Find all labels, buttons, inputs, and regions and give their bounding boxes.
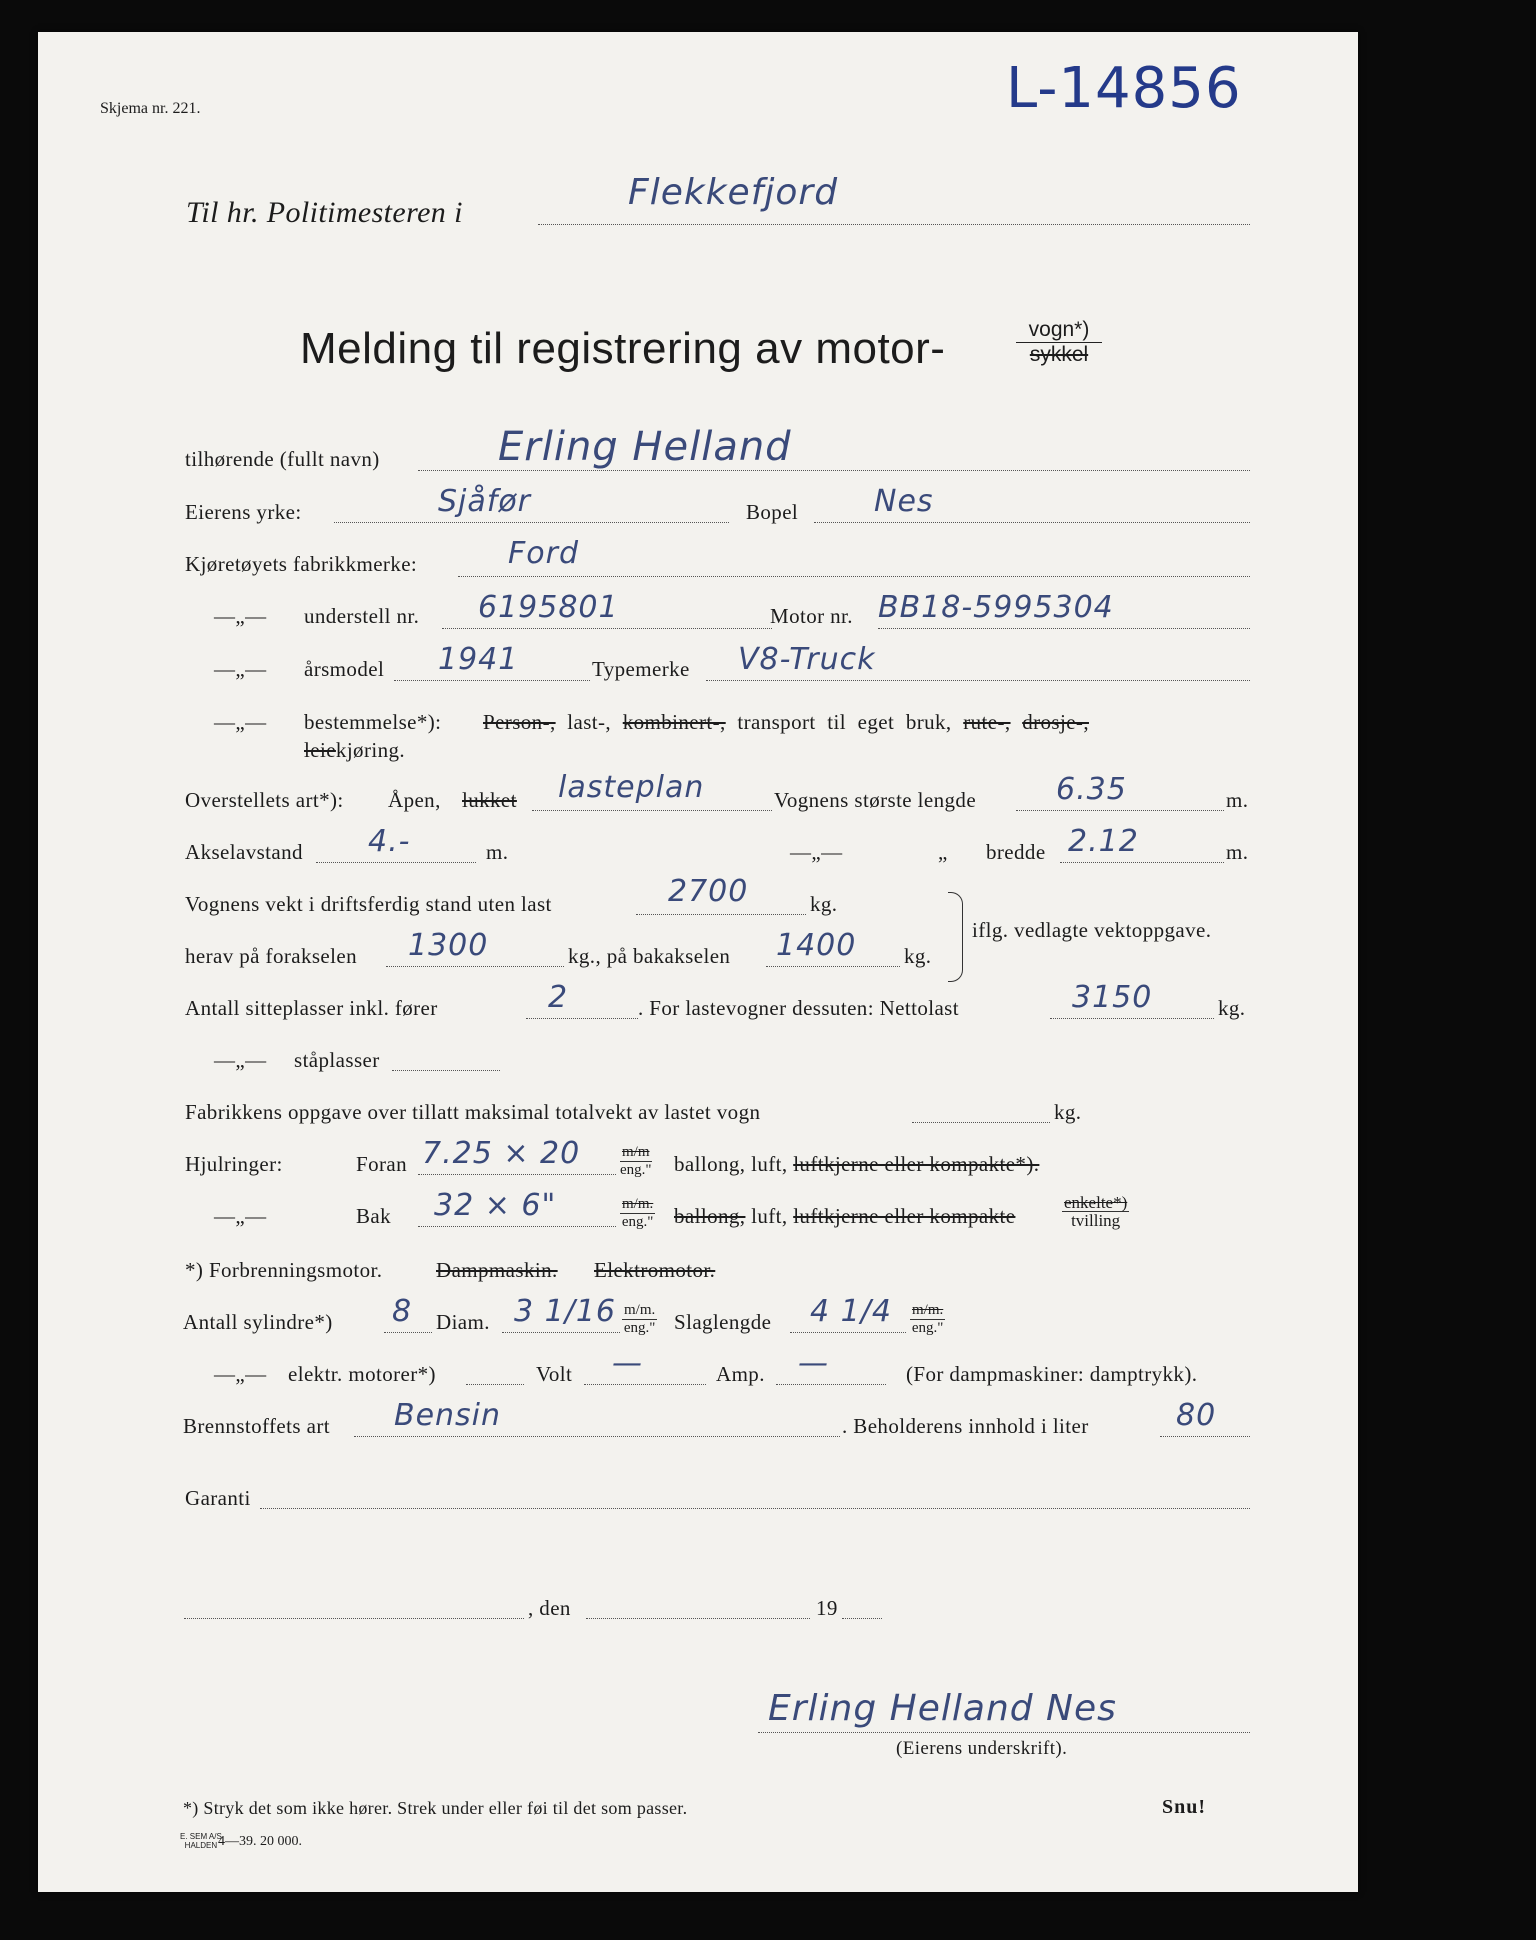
purpose-drosje: drosje-, xyxy=(1022,710,1089,734)
width-label: bredde xyxy=(986,840,1046,864)
residence-label: Bopel xyxy=(746,500,799,524)
chassis-label: understell nr. xyxy=(304,604,420,628)
axle-distance-label: Akselavstand xyxy=(185,840,303,864)
owner-label: tilhørende (fullt navn) xyxy=(185,447,380,471)
body-value: lasteplan xyxy=(558,770,705,805)
diam-value: 3 1/16 xyxy=(514,1294,616,1329)
model-year-label: årsmodel xyxy=(304,657,385,681)
rear-axle-unit: kg. xyxy=(904,944,932,968)
printer-info: 4—39. 20 000. xyxy=(218,1834,302,1849)
guarantee-label: Garanti xyxy=(185,1486,251,1510)
form-title: Melding til registrering av motor- xyxy=(300,324,946,373)
mount-twin: tvilling xyxy=(1071,1211,1121,1230)
fuel-label: Brennstoffets art xyxy=(183,1414,330,1438)
tank-value: 80 xyxy=(1176,1398,1217,1433)
tires-front-unit xyxy=(620,1144,652,1179)
purpose-leie: leie xyxy=(304,738,336,762)
engine-label: Motor nr. xyxy=(770,604,853,628)
title-option-vogn: vogn*) xyxy=(1016,318,1102,343)
unit-eng: eng." xyxy=(911,1320,944,1336)
tire-luft: luft, xyxy=(751,1204,788,1228)
footnote: *) Stryk det som ikke hører. Strek under eller føi til det som passer. xyxy=(183,1798,688,1818)
purpose-transport: transport til eget bruk, xyxy=(737,710,952,734)
date-year: 19 xyxy=(816,1596,838,1620)
weight-brace xyxy=(948,892,963,982)
body-open: Åpen, xyxy=(388,788,441,812)
title-option-sykkel: sykkel xyxy=(1029,343,1089,366)
ditto-mark: —„— xyxy=(214,1204,267,1228)
tire-luft: luft, xyxy=(751,1152,788,1176)
tire-rest: luftkjerne eller kompakte xyxy=(793,1204,1016,1228)
form-sheet xyxy=(38,32,1358,1892)
form-number: Skjema nr. 221. xyxy=(100,100,201,117)
tank-label: . Beholderens innhold i liter xyxy=(842,1414,1089,1438)
unit-eng: eng." xyxy=(620,1162,652,1178)
diam-unit xyxy=(622,1302,657,1337)
make-value: Ford xyxy=(508,536,579,571)
front-axle-value: 1300 xyxy=(408,928,489,963)
steam-note: (For dampmaskiner: damptrykk). xyxy=(906,1362,1198,1386)
amp-value: — xyxy=(798,1346,829,1381)
purpose-rute: rute-, xyxy=(963,710,1011,734)
unit-eng: eng." xyxy=(623,1320,656,1336)
weight-label: Vognens vekt i driftsferdig stand uten last xyxy=(185,892,552,916)
ditto-mark: —„— xyxy=(214,657,267,681)
type-value: V8-Truck xyxy=(738,642,876,677)
width-quote: „ xyxy=(938,840,948,864)
weight-unit: kg. xyxy=(810,892,838,916)
tires-front-types xyxy=(674,1152,1039,1177)
unit-mm: m/m. xyxy=(912,1302,944,1318)
tire-rest: luftkjerne eller kompakte*). xyxy=(793,1152,1040,1176)
stroke-label: Slaglengde xyxy=(674,1310,772,1334)
cylinders-value: 8 xyxy=(392,1294,413,1329)
tires-rear-label: Bak xyxy=(356,1204,392,1228)
stroke-unit xyxy=(910,1302,945,1337)
ditto-mark: —„— xyxy=(790,840,843,864)
standing-label: ståplasser xyxy=(294,1048,380,1072)
tires-label: Hjulringer: xyxy=(185,1152,283,1176)
purpose-label: bestemmelse*): xyxy=(304,710,442,734)
fuel-value: Bensin xyxy=(394,1398,502,1433)
date-den: , den xyxy=(528,1596,571,1620)
tires-front-label: Foran xyxy=(356,1152,407,1176)
purpose-kjoring: kjøring. xyxy=(335,738,406,762)
turn-over: Snu! xyxy=(1162,1796,1207,1818)
axle-distance-value: 4.- xyxy=(368,824,411,859)
diam-label: Diam. xyxy=(436,1310,490,1334)
tire-ballong: ballong, xyxy=(674,1152,746,1176)
width-value: 2.12 xyxy=(1068,824,1139,859)
amp-label: Amp. xyxy=(716,1362,765,1386)
printer-name xyxy=(180,1832,222,1850)
weight-note: iflg. vedlagte vektoppgave. xyxy=(972,918,1212,942)
max-length-unit: m. xyxy=(1226,788,1249,812)
owner-signature: Erling Helland Nes xyxy=(768,1688,1117,1729)
max-length-value: 6.35 xyxy=(1056,772,1127,807)
body-closed: lukket xyxy=(462,788,517,812)
axle-distance-unit: m. xyxy=(486,840,509,864)
purpose-person: Person-, xyxy=(483,710,556,734)
tire-ballong: ballong, xyxy=(674,1204,746,1228)
reference-number: L-14856 xyxy=(1006,56,1242,121)
max-total-weight-unit: kg. xyxy=(1054,1100,1082,1124)
ditto-mark: —„— xyxy=(214,710,267,734)
net-load-label: . For lastevogner dessuten: Nettolast xyxy=(638,996,959,1020)
purpose-kombinert: kombinert-, xyxy=(622,710,726,734)
unit-mm: m/m. xyxy=(624,1302,656,1318)
volt-value: — xyxy=(612,1346,643,1381)
occupation-label: Eierens yrke: xyxy=(185,500,302,524)
unit-mm: m/m xyxy=(620,1144,652,1162)
body-label: Overstellets art*): xyxy=(185,788,344,812)
engine-type-label: *) Forbrenningsmotor. xyxy=(185,1258,383,1282)
tires-front-value: 7.25 × 20 xyxy=(422,1136,581,1171)
tires-rear-types xyxy=(674,1204,1015,1229)
engine-type-steam: Dampmaskin. xyxy=(436,1258,558,1282)
make-label: Kjøretøyets fabrikkmerke: xyxy=(185,552,418,576)
model-year-value: 1941 xyxy=(438,642,519,677)
ditto-mark: —„— xyxy=(214,1362,267,1386)
printer-name-bottom: HALDEN xyxy=(184,1841,218,1850)
unit-eng: eng." xyxy=(621,1214,654,1230)
tires-rear-unit xyxy=(620,1196,655,1231)
tires-rear-value: 32 × 6" xyxy=(434,1188,557,1223)
signature-caption: (Eierens underskrift). xyxy=(896,1738,1068,1759)
purpose-options xyxy=(483,710,1089,735)
ditto-mark: —„— xyxy=(214,1048,267,1072)
printer-name-top: E. SEM A/S xyxy=(180,1832,222,1841)
width-unit: m. xyxy=(1226,840,1249,864)
addressee-value: Flekkefjord xyxy=(628,172,839,213)
title-options xyxy=(1016,318,1102,367)
front-axle-unit: kg., på bakakselen xyxy=(568,944,731,968)
seats-label: Antall sitteplasser inkl. fører xyxy=(185,996,438,1020)
net-load-value: 3150 xyxy=(1072,980,1153,1015)
net-load-unit: kg. xyxy=(1218,996,1246,1020)
engine-value: BB18-5995304 xyxy=(878,590,1114,625)
rear-axle-value: 1400 xyxy=(776,928,857,963)
max-total-weight-label: Fabrikkens oppgave over tillatt maksimal totalvekt av lastet vogn xyxy=(185,1100,761,1124)
seats-value: 2 xyxy=(548,980,569,1015)
volt-label: Volt xyxy=(536,1362,573,1386)
occupation-value: Sjåfør xyxy=(438,484,532,519)
tires-rear-mount xyxy=(1062,1194,1129,1229)
residence-value: Nes xyxy=(874,484,934,519)
mount-single: enkelte*) xyxy=(1064,1193,1128,1212)
max-length-label: Vognens største lengde xyxy=(774,788,977,812)
addressee-label: Til hr. Politimesteren i xyxy=(186,196,463,229)
stroke-value: 4 1/4 xyxy=(810,1294,892,1329)
ditto-mark: —„— xyxy=(214,604,267,628)
front-axle-label: herav på forakselen xyxy=(185,944,358,968)
chassis-value: 6195801 xyxy=(478,590,619,625)
unit-mm: m/m. xyxy=(622,1196,654,1212)
cylinders-label: Antall sylindre*) xyxy=(183,1310,333,1334)
purpose-last: last-, xyxy=(567,710,612,734)
type-label: Typemerke xyxy=(592,657,690,681)
purpose-options-line2 xyxy=(304,738,405,763)
engine-type-electric: Elektromotor. xyxy=(594,1258,716,1282)
electric-motors-label: elektr. motorer*) xyxy=(288,1362,436,1386)
weight-value: 2700 xyxy=(668,874,749,909)
owner-value: Erling Helland xyxy=(498,424,792,470)
